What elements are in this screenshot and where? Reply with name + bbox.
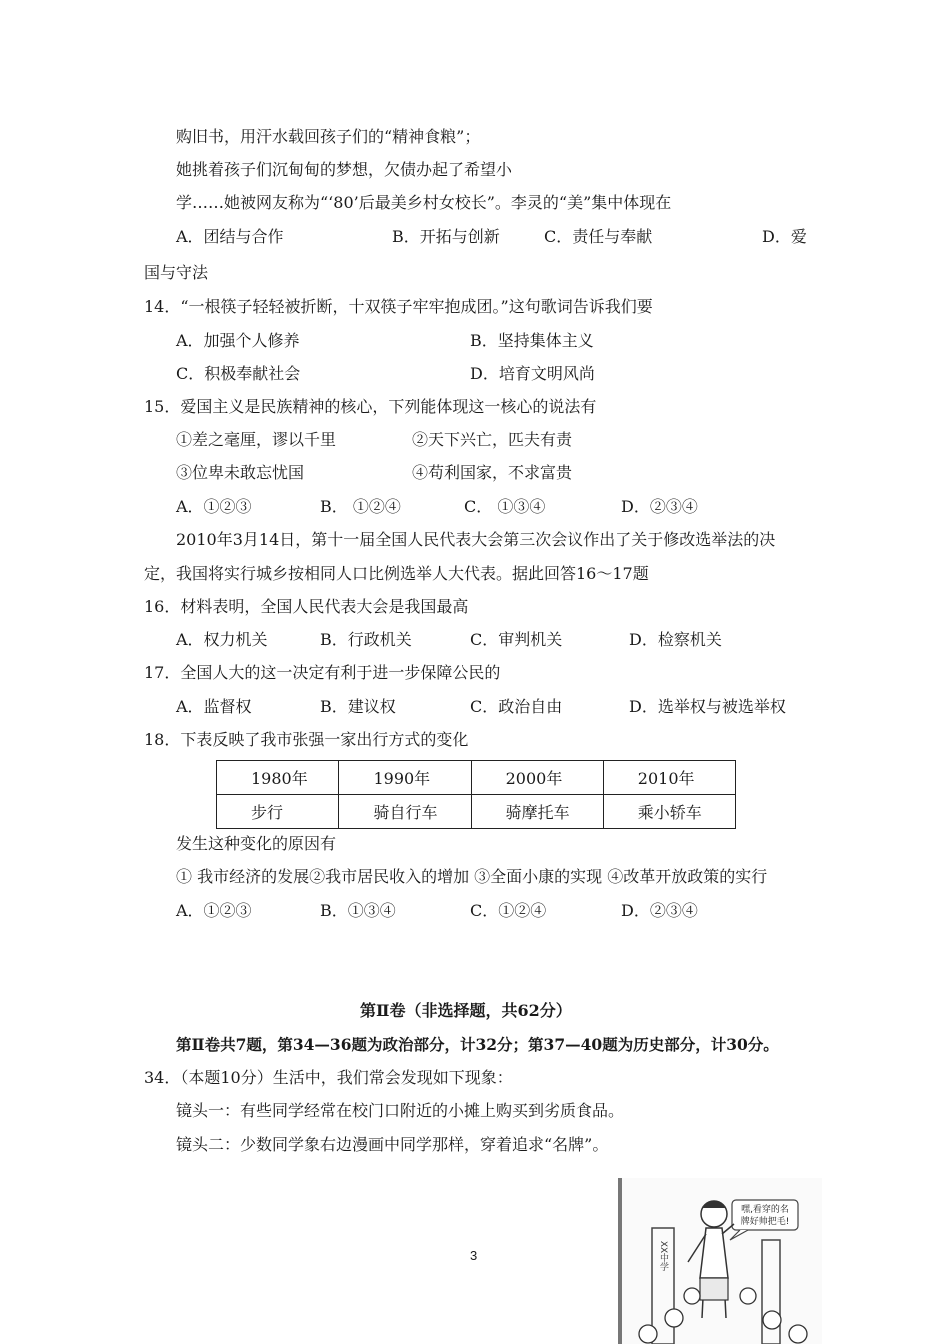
q17-option-c: C．政治自由 <box>470 697 563 716</box>
table-cell-mode: 骑摩托车 <box>471 795 603 829</box>
gate-sign-text: XX中学 <box>658 1240 668 1272</box>
q13-option-d-continued: 国与守法 <box>144 263 209 282</box>
material-line-1: 2010年3月14日，第十一届全国人民代表大会第三次会议作出了关于修改选举法的决 <box>176 530 776 549</box>
q34-shot-2: 镜头二：少数同学象右边漫画中同学那样，穿着追求“名牌”。 <box>176 1135 609 1154</box>
q17-option-d: D．选举权与被选举权 <box>629 697 786 716</box>
bubble-text-1: 嘿,看穿的名 <box>741 1205 789 1215</box>
q18-option-c: C．①②④ <box>470 901 547 920</box>
q15-option-d: D．②③④ <box>621 497 698 516</box>
q14-option-c: C．积极奉献社会 <box>176 364 301 383</box>
q18-option-a: A．①②③ <box>176 901 252 920</box>
table-cell-mode: 乘小轿车 <box>603 795 735 829</box>
q16-option-b: B．行政机关 <box>320 630 412 649</box>
q16-option-a: A．权力机关 <box>176 630 268 649</box>
q17-option-b: B．建议权 <box>320 697 396 716</box>
q16-stem: 16．材料表明，全国人民代表大会是我国最高 <box>144 597 469 616</box>
q15-item-3: ③位卑未敢忘忧国 <box>176 463 305 482</box>
table-row-years <box>217 761 736 795</box>
part2-title: 第Ⅱ卷（非选择题，共62分） <box>360 1001 572 1020</box>
q16-option-d: D．检察机关 <box>629 630 722 649</box>
q15-option-c: C． ①③④ <box>464 497 546 516</box>
q13-option-c: C．责任与奉献 <box>544 227 653 246</box>
q13-line-1: 购旧书，用汗水载回孩子们的“精神食粮”； <box>176 127 481 146</box>
q13-option-a: A．团结与合作 <box>176 227 284 246</box>
q14-stem: 14．“一根筷子轻轻被折断，十双筷子牢牢抱成团。”这句歌词告诉我们要 <box>144 297 653 316</box>
q18-reason-prompt: 发生这种变化的原因有 <box>176 834 337 853</box>
q15-item-1: ①差之毫厘，谬以千里 <box>176 430 337 449</box>
q15-stem: 15．爱国主义是民族精神的核心，下列能体现这一核心的说法有 <box>144 397 597 416</box>
bubble-text-2: 牌好帅把毛! <box>740 1217 790 1227</box>
q13-line-3: 学……她被网友称为“‘80’后最美乡村女校长”。李灵的“美”集中体现在 <box>176 193 672 212</box>
cartoon-drawing <box>622 1178 818 1344</box>
q15-item-4: ④苟利国家，不求富贵 <box>412 463 573 482</box>
q18-option-d: D．②③④ <box>621 901 698 920</box>
q17-stem: 17．全国人大的这一决定有利于进一步保障公民的 <box>144 663 501 682</box>
table-cell-mode: 步行 <box>217 795 339 829</box>
q13-line-2: 她挑着孩子们沉甸甸的梦想，欠债办起了希望小 <box>176 160 513 179</box>
part2-note: 第Ⅱ卷共7题，第34—36题为政治部分，计32分；第37—40题为历史部分，计30分。 <box>176 1035 779 1054</box>
q18-stem: 18．下表反映了我市张强一家出行方式的变化 <box>144 730 469 749</box>
q15-item-2: ②天下兴亡，匹夫有责 <box>412 430 573 449</box>
q14-option-d: D．培育文明风尚 <box>470 364 595 383</box>
q18-option-b: B．①③④ <box>320 901 396 920</box>
q34-stem: 34．（本题10分）生活中，我们常会发现如下现象： <box>144 1068 513 1087</box>
brand-cartoon-image <box>618 1178 822 1344</box>
q14-option-b: B．坚持集体主义 <box>470 331 594 350</box>
table-cell-year: 1980年 <box>217 761 339 795</box>
q13-option-b: B．开拓与创新 <box>392 227 500 246</box>
table-cell-year: 1990年 <box>339 761 471 795</box>
q15-option-b: B． ①②④ <box>320 497 401 516</box>
q34-shot-1: 镜头一：有些同学经常在校门口附近的小摊上购买到劣质食品。 <box>176 1101 625 1120</box>
table-cell-mode: 骑自行车 <box>339 795 471 829</box>
q16-option-c: C．审判机关 <box>470 630 563 649</box>
material-line-2: 定，我国将实行城乡按相同人口比例选举人大代表。据此回答16～17题 <box>144 564 649 583</box>
q14-option-a: A．加强个人修养 <box>176 331 300 350</box>
travel-mode-table <box>216 760 736 829</box>
table-row-modes <box>217 795 736 829</box>
table-cell-year: 2000年 <box>471 761 603 795</box>
page-number: 3 <box>470 1248 478 1263</box>
table-cell-year: 2010年 <box>603 761 735 795</box>
q18-items: ① 我市经济的发展②我市居民收入的增加 ③全面小康的实现 ④改革开放政策的实行 <box>176 867 768 886</box>
q15-option-a: A．①②③ <box>176 497 252 516</box>
q17-option-a: A．监督权 <box>176 697 252 716</box>
q13-option-d: D．爱 <box>762 227 807 246</box>
